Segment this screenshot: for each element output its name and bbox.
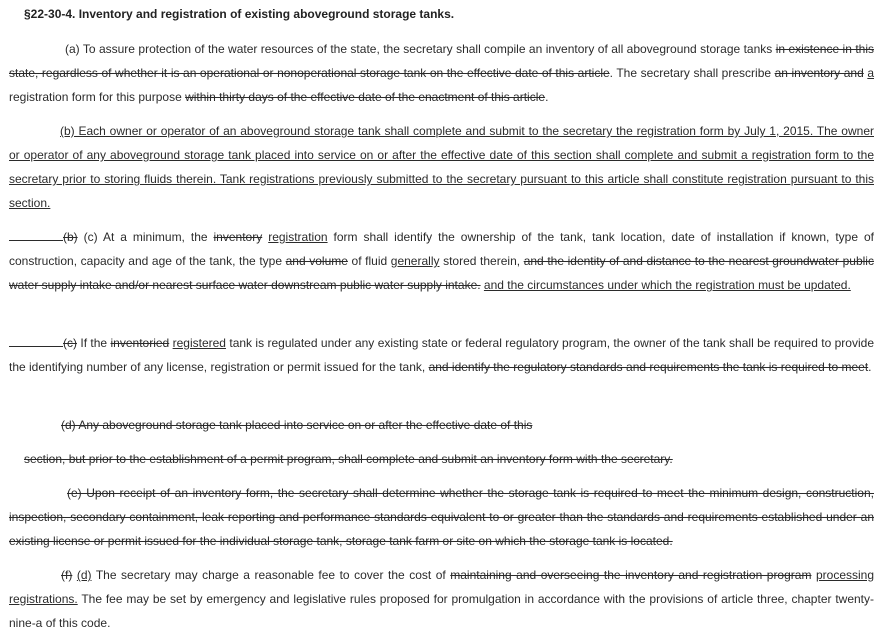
paragraph-b — [9, 119, 874, 215]
text: The fee may be set by emergency and legislative rules proposed for promulgation in accordance with the provisions of article three, chapter twenty-nine-a of this code. — [9, 592, 874, 630]
inserted-text: and the circumstances under which the registration must be updated. — [483, 278, 851, 292]
text: tank is regulated under any existing state or federal regulatory program, the owner of the tank shall be required to provide the identifying number of any license, registration or permit issued for the tank, — [9, 336, 874, 374]
blank-line — [9, 228, 63, 241]
struck-text: (e) Upon receipt of an inventory form, the secretary shall determine whether the storage tank is required to meet the minimum design, construction, inspection, secondary containment, leak reporting and performance standards equivalent to or greater than the standards and requirements established under an existing license or permit issued for the individual storage tank, storage tank farm or site on which the storage tank is located. — [9, 486, 874, 548]
inserted-text: processing registrations. — [9, 568, 875, 606]
inserted-text: registered — [172, 336, 226, 350]
struck-text: and the identity of and distance to the nearest groundwater public water supply intake and/or nearest surface water downstream public water supply intake. — [9, 254, 874, 292]
paragraph-e-line2 — [24, 447, 874, 471]
text: stored therein, — [439, 254, 524, 268]
blank-line — [9, 334, 63, 347]
inserted-text: generally — [390, 254, 440, 268]
paragraph-d — [9, 331, 874, 379]
text: (a) To assure protection of the water resources of the state, the secretary shall compile an inventory of all aboveground storage tanks — [65, 42, 776, 56]
text: The secretary may charge a reasonable fee to cover the cost of — [91, 568, 451, 582]
paragraph-f — [9, 563, 874, 635]
paragraph-c — [9, 225, 874, 297]
struck-text: maintaining and overseeing the inventory and registration program — [450, 568, 812, 582]
text: . — [545, 90, 549, 104]
inserted-text: (d) — [76, 568, 92, 582]
inserted-text: registration — [268, 230, 328, 244]
struck-text: within thirty days of the effective date of the enactment of this article — [185, 90, 546, 104]
inserted-text: (b) Each owner or operator of an aboveground storage tank shall complete and submit to the secretary the registration form by July 1, 2015. The owner or operator of any aboveground storage tank placed into service on or after the effective date of this section shall complete and submit a registration form to the secretary prior to storing fluids therein. Tank registrations previously submitted to the secretary pursuant to this article shall constitute registration pursuant to this section. — [9, 124, 874, 210]
struck-text: an inventory and — [774, 66, 864, 80]
text: If the — [77, 336, 111, 350]
struck-text: and volume — [285, 254, 348, 268]
struck-text: (f) — [61, 568, 73, 582]
section-title: §22-30-4. Inventory and registration of existing aboveground storage tanks. — [24, 7, 455, 21]
struck-text: (d) Any aboveground storage tank placed into service on or after the effective date of this — [61, 418, 533, 432]
struck-text: (c) — [63, 336, 77, 350]
struck-text: and identify the regulatory standards and requirements the tank is required to meet — [428, 360, 869, 374]
text: . — [868, 360, 872, 374]
struck-text: in existence in this state, regardless of whether it is an operational or nonoperational storage tank on the effective date of this article — [9, 42, 874, 80]
text: of fluid — [347, 254, 391, 268]
struck-text: inventory — [213, 230, 263, 244]
text: (c) At a minimum, the — [77, 230, 214, 244]
struck-text: section, but prior to the establishment of a permit program, shall complete and submit an inventory form with the secretary. — [24, 452, 673, 466]
struck-text: inventoried — [110, 336, 170, 350]
text: registration form for this purpose — [9, 90, 186, 104]
paragraph-a — [9, 37, 874, 109]
inserted-text: a — [867, 66, 875, 80]
paragraph-e — [9, 481, 874, 553]
struck-text: (b) — [63, 230, 78, 244]
text: . The secretary shall prescribe — [609, 66, 775, 80]
paragraph-e-line1 — [61, 413, 874, 437]
text: form shall identify the ownership of the tank, tank location, date of installation if known, type of construction, capacity and age of the tank, the type — [9, 230, 874, 268]
